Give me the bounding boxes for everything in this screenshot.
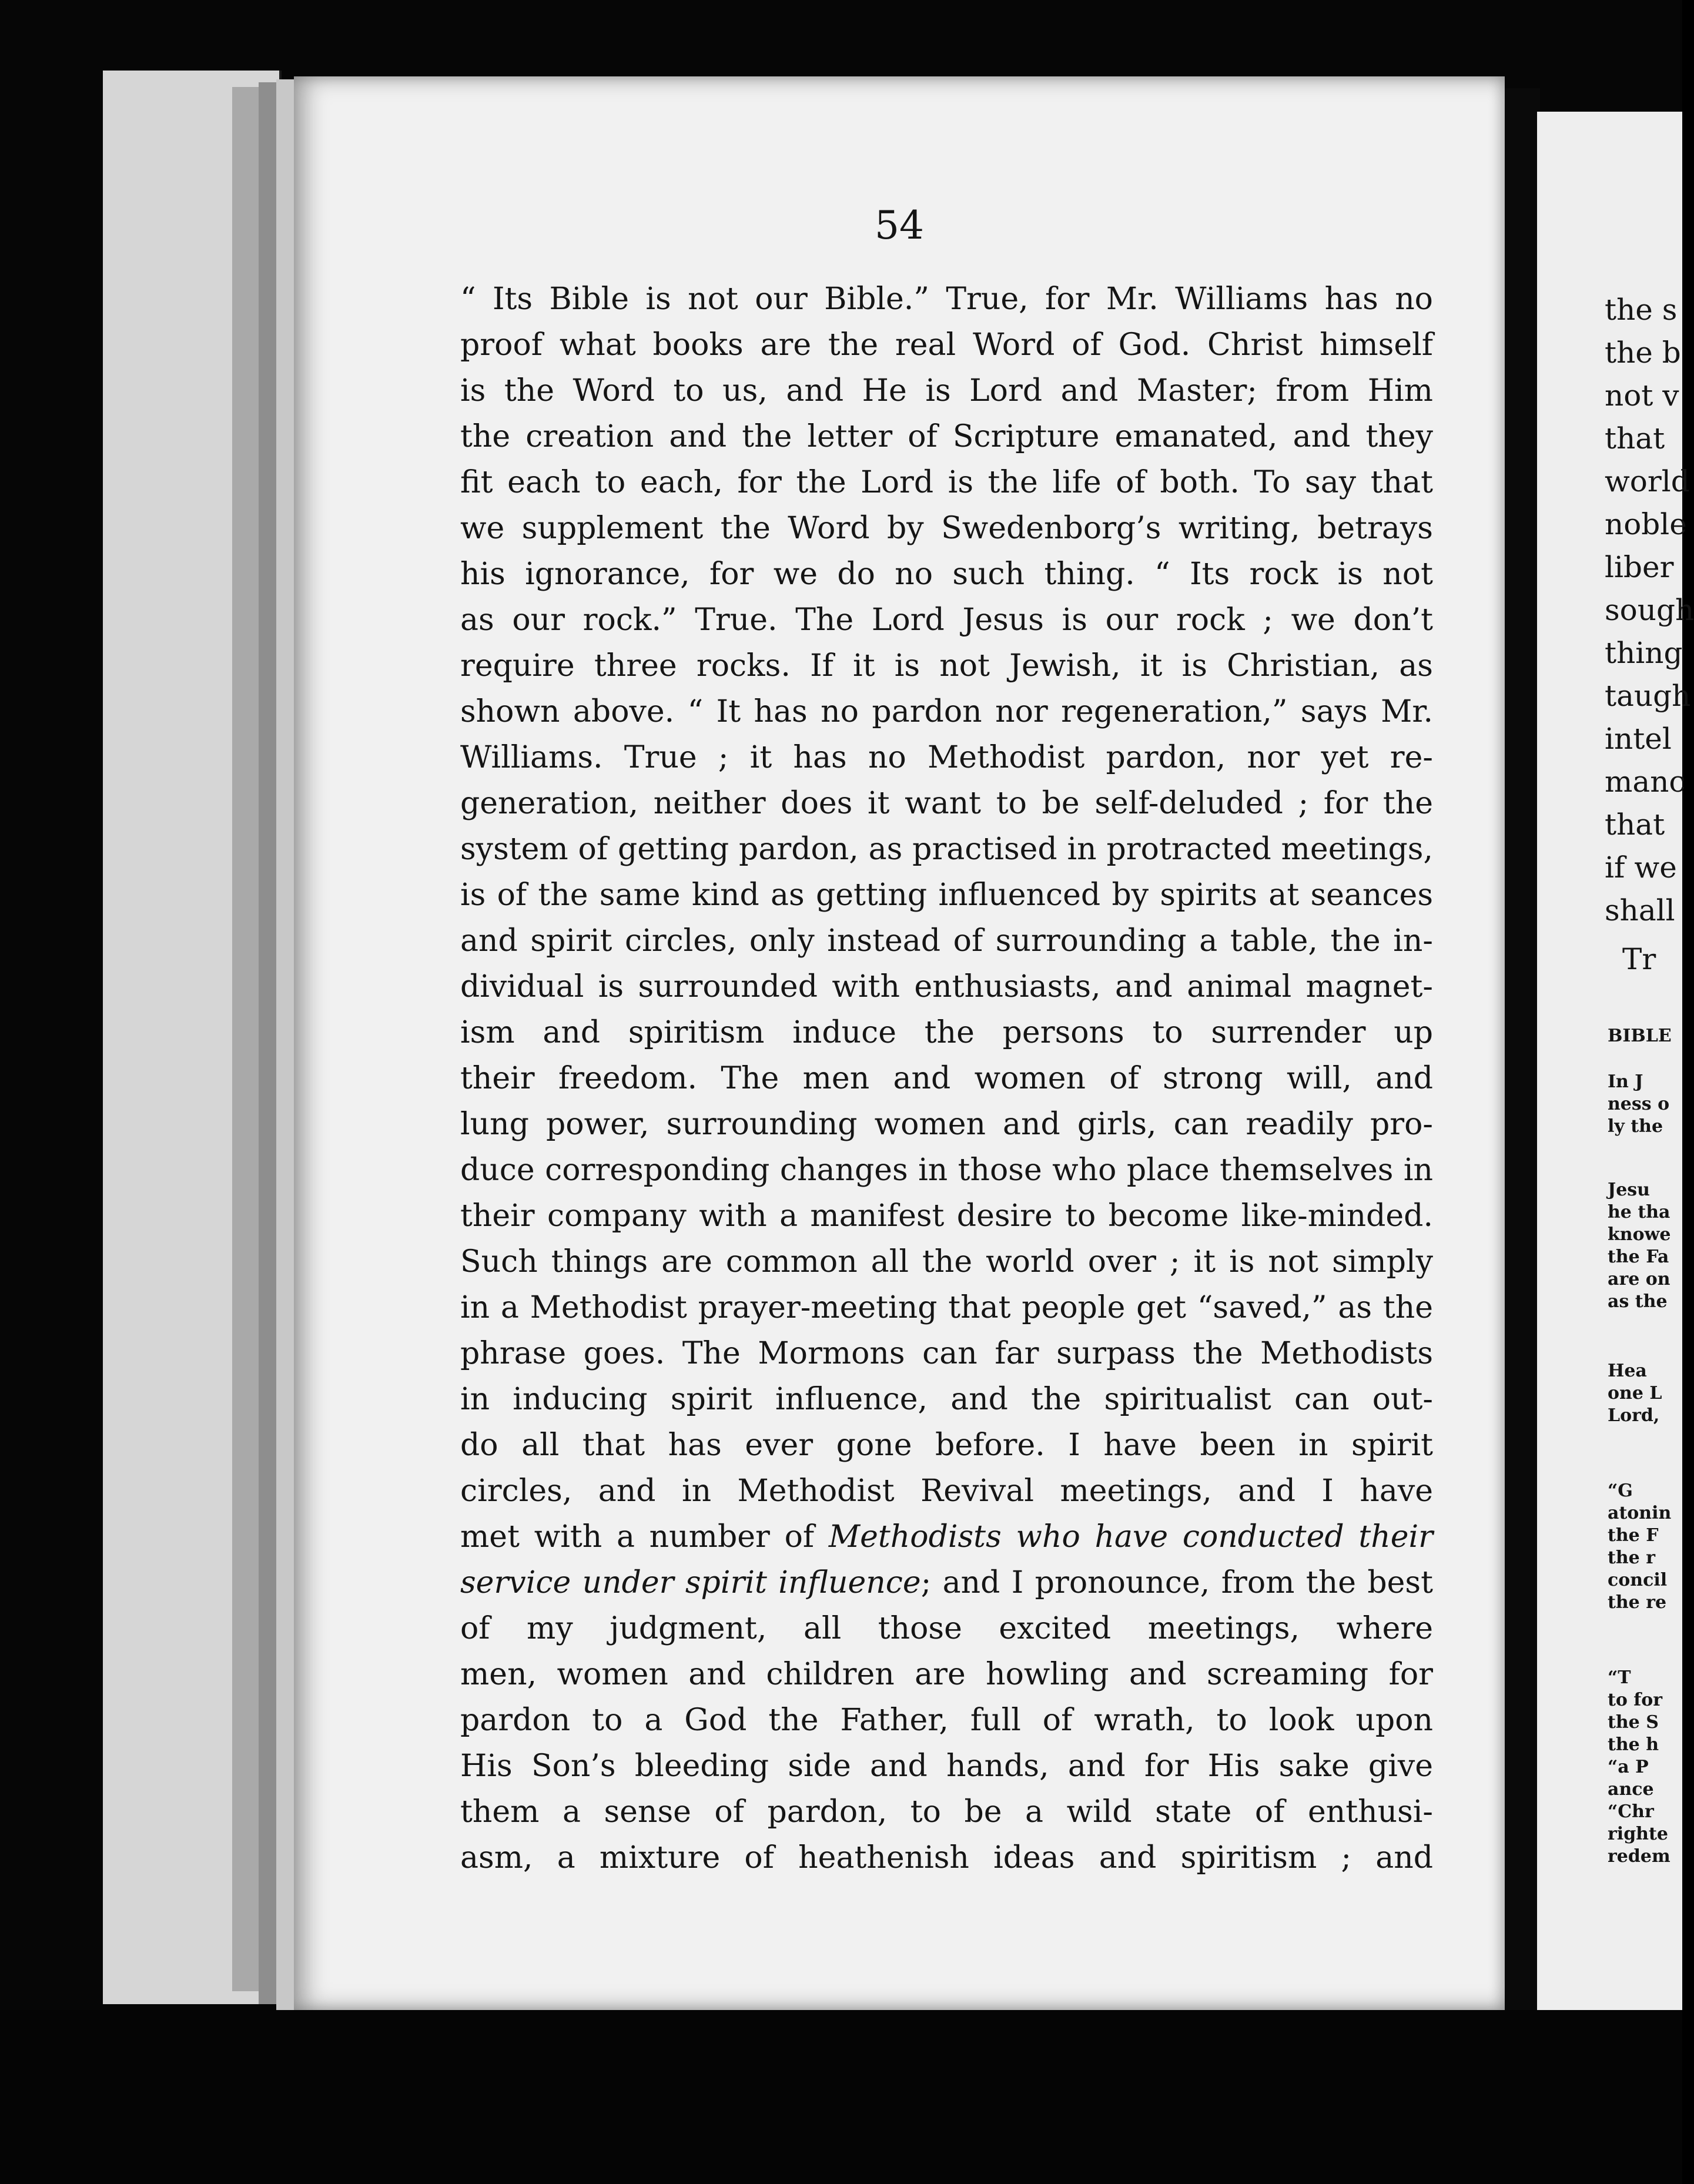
text-run: His Son’s bleeding side and hands, and for His sake give: [460, 1748, 1433, 1784]
page-number: 54: [875, 203, 924, 248]
book-gutter: [1505, 88, 1540, 2010]
text-run: generation, neither does it want to be self-deluded ; for the: [460, 786, 1433, 821]
text-line: [460, 1652, 1433, 1697]
text-run: require three rocks. If it is not Jewish, it is Christian, as: [460, 648, 1433, 684]
text-line: [460, 1147, 1433, 1193]
text-line: [460, 826, 1433, 872]
text-run: met with a number of: [460, 1519, 829, 1555]
text-line: [460, 1101, 1433, 1147]
next-page-small-line: atonin: [1608, 1503, 1672, 1523]
next-page-small-line: BIBLE: [1608, 1026, 1672, 1046]
next-page-line: sough: [1605, 593, 1694, 627]
italic-text: Methodists who have conducted their: [828, 1519, 1433, 1555]
next-page-heading: Tr: [1622, 942, 1656, 976]
text-line: [460, 1697, 1433, 1743]
next-page-line: that: [1605, 808, 1665, 842]
text-run: his ignorance, for we do no such thing. “ Its rock is not: [460, 557, 1433, 592]
next-page-small-line: redem: [1608, 1846, 1670, 1867]
text-run: circles, and in Methodist Revival meetings, and I have: [460, 1473, 1433, 1509]
next-page-small-line: as the: [1608, 1291, 1668, 1312]
text-run: fit each to each, for the Lord is the life of both. To say that: [460, 465, 1433, 500]
next-page-small-line: “a P: [1608, 1757, 1649, 1777]
text-run: as our rock.” True. The Lord Jesus is our rock ; we don’t: [460, 602, 1433, 638]
text-run: proof what books are the real Word of God. Christ himself: [460, 327, 1433, 363]
next-page-small-line: “Chr: [1608, 1801, 1654, 1822]
body-text: [460, 276, 1433, 1881]
text-line: [460, 276, 1433, 322]
text-line: [460, 735, 1433, 781]
next-page-line: intel: [1605, 722, 1672, 756]
text-line: [460, 872, 1433, 918]
text-line: [460, 1239, 1433, 1285]
next-page-line: noble: [1605, 507, 1687, 541]
next-page-small-line: “G: [1608, 1480, 1633, 1501]
next-page-line: manc: [1605, 765, 1686, 799]
text-run: their freedom. The men and women of strong will, and: [460, 1061, 1433, 1096]
text-line: [460, 1193, 1433, 1239]
next-page-line: taugh: [1605, 679, 1691, 713]
next-page-fragment: [1537, 112, 1694, 2110]
text-line: [460, 414, 1433, 460]
next-page-small-line: the r: [1608, 1547, 1656, 1568]
text-run: ; and I pronounce, from the best: [920, 1565, 1433, 1600]
text-line: [460, 1743, 1433, 1789]
text-line: [460, 597, 1433, 643]
text-run: asm, a mixture of heathenish ideas and spiritism ; and: [460, 1840, 1433, 1875]
italic-text: service under spirit influence: [460, 1565, 921, 1600]
text-run: Such things are common all the world over ; it is not simply: [460, 1244, 1433, 1279]
text-run: dividual is surrounded with enthusiasts, and animal magnet-: [460, 969, 1433, 1004]
text-run: is of the same kind as getting influenced by spirits at seances: [460, 877, 1433, 913]
text-run: phrase goes. The Mormons can far surpass the Methodists: [460, 1336, 1433, 1371]
next-page-small-line: ly the: [1608, 1116, 1663, 1137]
text-run: duce corresponding changes in those who place themselves in: [460, 1153, 1433, 1188]
text-line: [460, 1514, 1433, 1560]
text-line: [460, 781, 1433, 826]
book-page-54: [294, 76, 1505, 2010]
text-line: [460, 918, 1433, 964]
text-line: [460, 1331, 1433, 1376]
text-line: [460, 1376, 1433, 1422]
text-line: [460, 460, 1433, 505]
next-page-line: world: [1605, 464, 1690, 498]
next-page-line: thing: [1605, 636, 1683, 670]
next-page-line: the s: [1605, 293, 1678, 327]
text-line: [460, 368, 1433, 414]
next-page-small-line: the h: [1608, 1734, 1659, 1755]
text-line: [460, 322, 1433, 368]
next-page-line: the b: [1605, 336, 1681, 370]
next-page-line: shall: [1605, 893, 1675, 927]
text-line: [460, 1285, 1433, 1331]
next-page-small-line: ance: [1608, 1779, 1654, 1800]
next-page-small-line: the S: [1608, 1712, 1659, 1733]
text-line: [460, 1010, 1433, 1056]
next-page-line: if we: [1605, 850, 1677, 885]
next-page-small-line: Lord,: [1608, 1405, 1660, 1426]
text-line: [460, 643, 1433, 689]
text-line: [460, 1056, 1433, 1101]
next-page-small-line: “T: [1608, 1667, 1631, 1688]
text-run: “ Its Bible is not our Bible.” True, for Mr. Williams has no: [460, 282, 1433, 317]
text-run: in inducing spirit influence, and the spiritualist can out-: [460, 1382, 1433, 1417]
text-run: and spirit circles, only instead of surrounding a table, the in-: [460, 923, 1433, 959]
next-page-small-line: In J: [1608, 1071, 1643, 1092]
text-run: Williams. True ; it has no Methodist pardon, nor yet re-: [460, 740, 1433, 775]
next-page-small-line: the re: [1608, 1592, 1667, 1613]
text-run: system of getting pardon, as practised in protracted meetings,: [460, 832, 1433, 867]
text-run: pardon to a God the Father, full of wrath, to look upon: [460, 1703, 1433, 1738]
text-line: [460, 1606, 1433, 1652]
next-page-small-line: one L: [1608, 1383, 1662, 1403]
next-page-small-line: the F: [1608, 1525, 1659, 1546]
text-run: lung power, surrounding women and girls, can readily pro-: [460, 1107, 1433, 1142]
next-page-small-line: are on: [1608, 1269, 1670, 1289]
next-page-line: not v: [1605, 378, 1679, 413]
text-run: their company with a manifest desire to become like-minded.: [460, 1198, 1433, 1234]
text-line: [460, 1835, 1433, 1881]
next-page-line: that: [1605, 421, 1665, 455]
text-run: do all that has ever gone before. I have been in spirit: [460, 1428, 1433, 1463]
text-run: men, women and children are howling and screaming for: [460, 1657, 1433, 1692]
next-page-line: liber: [1605, 550, 1674, 584]
text-run: in a Methodist prayer-meeting that people get “saved,” as the: [460, 1290, 1433, 1325]
next-page-small-line: the Fa: [1608, 1247, 1669, 1267]
text-run: the creation and the letter of Scripture emanated, and they: [460, 419, 1433, 454]
text-run: of my judgment, all those excited meetings, where: [460, 1611, 1433, 1646]
next-page-small-line: concil: [1608, 1570, 1668, 1590]
text-line: [460, 1789, 1433, 1835]
text-line: [460, 1560, 1433, 1606]
next-page-small-line: ness o: [1608, 1094, 1670, 1114]
text-run: shown above. “ It has no pardon nor regeneration,” says Mr.: [460, 694, 1433, 729]
text-line: [460, 1422, 1433, 1468]
text-line: [460, 964, 1433, 1010]
text-run: we supplement the Word by Swedenborg’s writing, betrays: [460, 511, 1433, 546]
next-page-small-line: Hea: [1608, 1361, 1647, 1381]
next-page-small-line: Jesu: [1608, 1180, 1650, 1200]
next-page-small-line: knowe: [1608, 1224, 1671, 1245]
text-run: is the Word to us, and He is Lord and Master; from Him: [460, 373, 1433, 408]
next-page-small-line: righte: [1608, 1824, 1668, 1844]
scan-border: [0, 2010, 1682, 2184]
text-run: ism and spiritism induce the persons to surrender up: [460, 1015, 1433, 1050]
text-line: [460, 505, 1433, 551]
text-run: them a sense of pardon, to be a wild state of enthusi-: [460, 1794, 1433, 1830]
text-line: [460, 1468, 1433, 1514]
text-line: [460, 551, 1433, 597]
next-page-small-line: to for: [1608, 1690, 1663, 1710]
next-page-small-line: he tha: [1608, 1202, 1670, 1222]
text-line: [460, 689, 1433, 735]
